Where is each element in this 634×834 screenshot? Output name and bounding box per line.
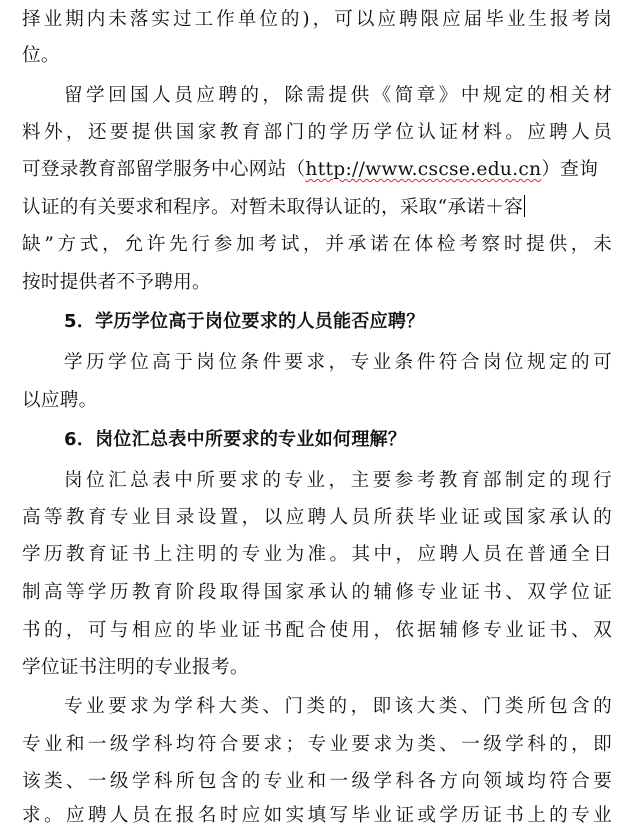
text-line: 以应聘。 — [22, 390, 98, 411]
text-line: 料外，还要提供国家教育部门的学历学位认证材料。应聘人员 — [22, 122, 612, 143]
text-line — [22, 152, 612, 188]
section-heading: 5．学历学位高于岗位要求的人员能否应聘？ — [64, 311, 425, 332]
text-line: 学历学位高于岗位条件要求，专业条件符合岗位规定的可 — [64, 352, 612, 373]
text-line: 求。应聘人员在报名时应如实填写毕业证或学历证书上的专业 — [22, 805, 612, 826]
text-line: 学历教育证书上注明的专业为准。其中，应聘人员在普通全日 — [22, 544, 612, 565]
section-heading: 6．岗位汇总表中所要求的专业如何理解？ — [64, 429, 407, 450]
url-link[interactable]: http://www.cscse.edu.cn — [305, 159, 542, 180]
text-line: 缺”方式，允许先行参加考试，并承诺在体检考察时提供，未 — [22, 234, 612, 255]
text-line: 书的，可与相应的毕业证书配合使用，依据辅修专业证书、双 — [22, 620, 612, 641]
text-line: 专业要求为学科大类、门类的，即该大类、门类所包含的 — [64, 696, 612, 717]
text-line: 择业期内未落实过工作单位的)，可以应聘限应届毕业生报考岗 — [22, 9, 612, 30]
text-line: 留学回国人员应聘的，除需提供《简章》中规定的相关材 — [64, 85, 612, 106]
text-fragment: ）查询 — [541, 159, 599, 180]
text-line — [22, 190, 612, 226]
text-fragment: 认证的有关要求和程序。对暂未取得认证的，采取“承诺＋容 — [22, 197, 524, 218]
text-line: 按时提供者不予聘用。 — [22, 272, 211, 293]
text-line: 位。 — [22, 45, 60, 66]
text-fragment: 可登录教育部留学服务中心网站（ — [22, 159, 306, 180]
text-line: 专业和一级学科均符合要求；专业要求为类、一级学科的，即 — [22, 734, 612, 755]
text-line: 岗位汇总表中所要求的专业，主要参考教育部制定的现行 — [64, 470, 612, 491]
text-line: 高等教育专业目录设置，以应聘人员所获毕业证或国家承认的 — [22, 507, 612, 528]
text-cursor — [524, 195, 525, 217]
text-line: 学位证书注明的专业报考。 — [22, 657, 249, 678]
text-line: 该类、一级学科所包含的专业和一级学科各方向领域均符合要 — [22, 771, 612, 792]
text-line: 制高等学历教育阶段取得国家承认的辅修专业证书、双学位证 — [22, 582, 612, 603]
